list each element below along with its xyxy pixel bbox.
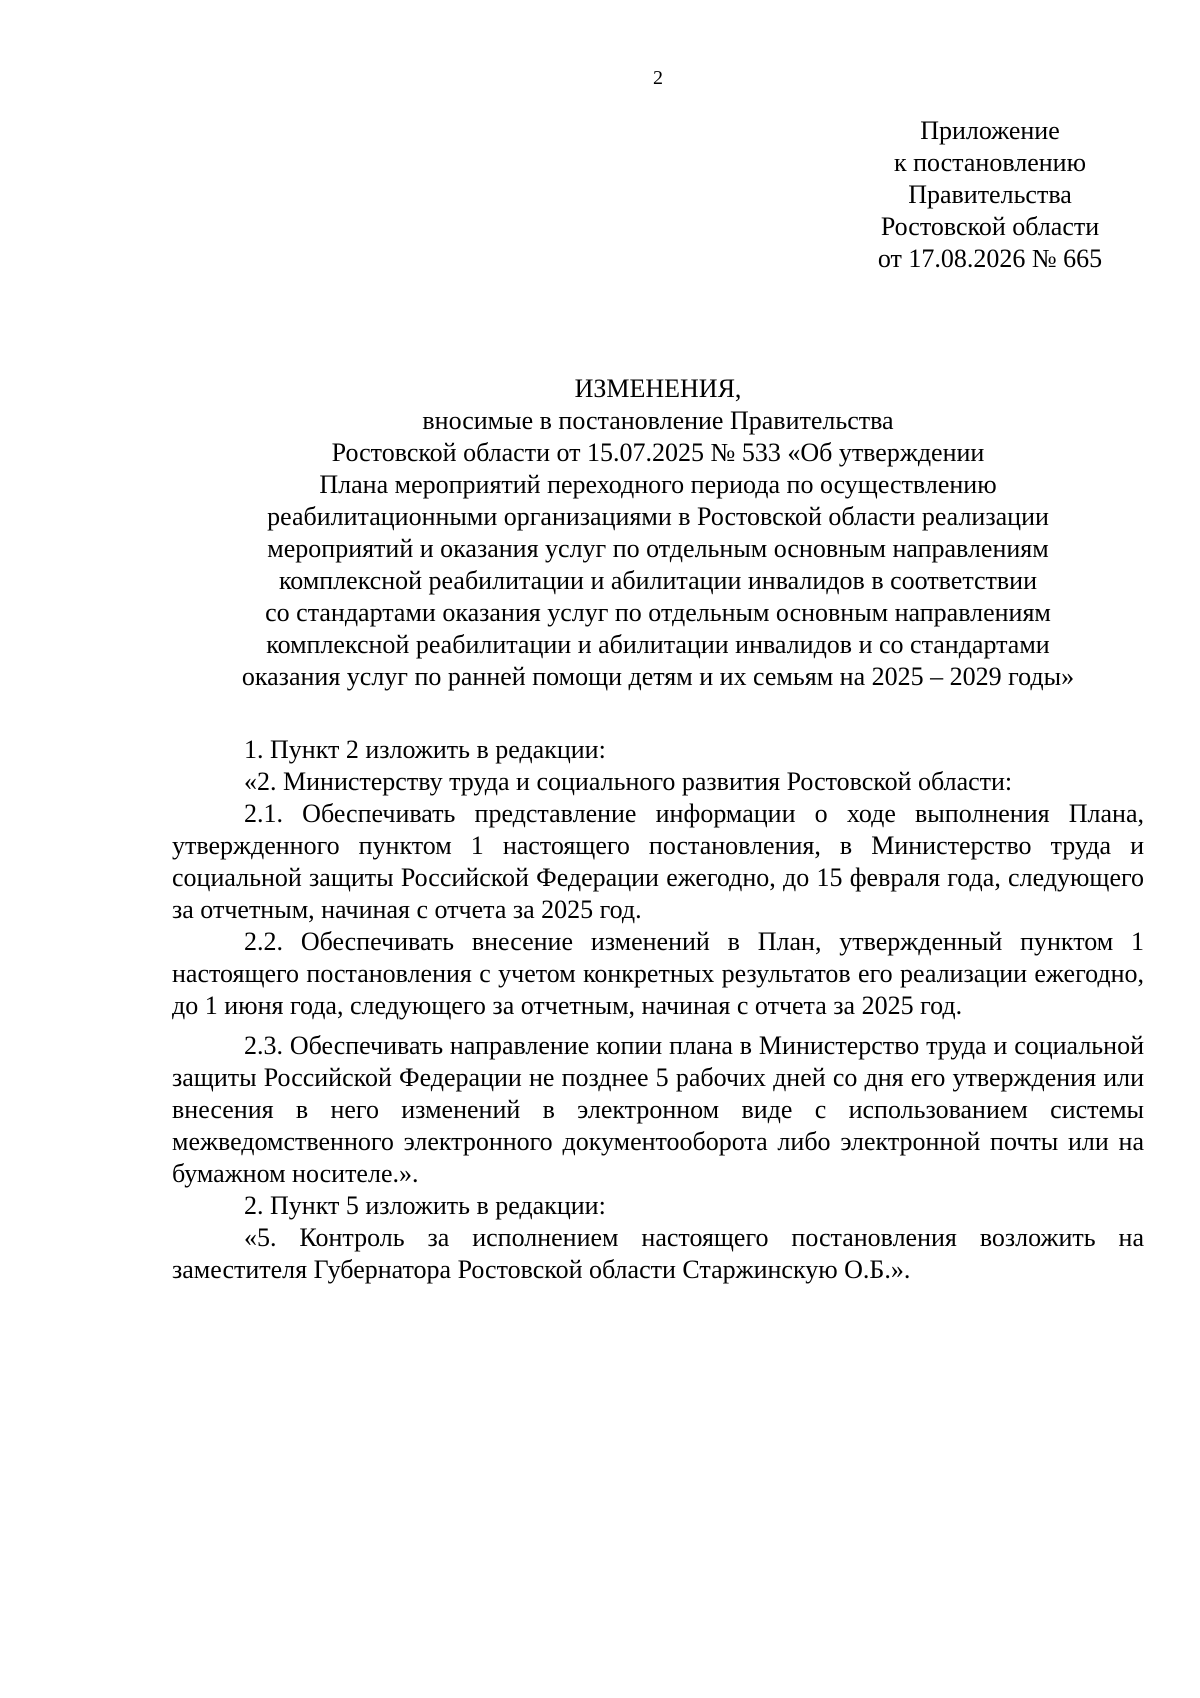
page-number: 2 xyxy=(653,67,663,89)
title-line: оказания услуг по ранней помощи детям и их семьям на 2025 – 2029 годы» xyxy=(241,662,1075,691)
body-paragraph: 2.3. Обеспечивать направление копии плана в Министерство труда и социальной защиты Российской Федерации не позднее 5 рабочих дней со дня его утверждения или внесения в него изменений в электронном виде с использованием системы межведомственного электронного документооборота либо электронной почты или на бумажном носителе.». xyxy=(172,1031,1144,1188)
title-line: комплексной реабилитации и абилитации инвалидов и со стандартами xyxy=(266,630,1050,659)
appendix-line: Ростовской области xyxy=(880,212,1100,241)
body-paragraph: 1. Пункт 2 изложить в редакции: xyxy=(244,735,606,764)
title-line: со стандартами оказания услуг по отдельным основным направлениям xyxy=(265,598,1051,627)
document-body xyxy=(172,734,1144,1286)
document-title xyxy=(170,373,1146,693)
body-paragraph: 2.1. Обеспечивать представление информации о ходе выполнения Плана, утвержденного пунктом 1 настоящего постановления, в Министерство труда и социальной защиты Российской Федерации ежегодно, до 15 февраля года, следующего за отчетным, начиная с отчета за 2025 год. xyxy=(172,799,1144,924)
title-line: реабилитационными организациями в Ростовской области реализации xyxy=(267,502,1049,531)
appendix-line: от 17.08.2026 № 665 xyxy=(877,244,1103,273)
body-paragraph: 2.2. Обеспечивать внесение изменений в План, утвержденный пунктом 1 настоящего постановления с учетом конкретных результатов его реализации ежегодно, до 1 июня года, следующего за отчетным, начиная с отчета за 2025 год. xyxy=(172,927,1144,1020)
appendix-header xyxy=(840,115,1140,275)
title-line: комплексной реабилитации и абилитации инвалидов в соответствии xyxy=(279,566,1037,595)
title-line: мероприятий и оказания услуг по отдельным основным направлениям xyxy=(267,534,1049,563)
body-paragraph: «2. Министерству труда и социального развития Ростовской области: xyxy=(244,767,1013,796)
appendix-line: к постановлению xyxy=(893,148,1087,177)
appendix-line: Приложение xyxy=(920,116,1060,145)
body-paragraph: «5. Контроль за исполнением настоящего постановления возложить на заместителя Губернатора Ростовской области Старжинскую О.Б.». xyxy=(172,1223,1144,1284)
title-line: вносимые в постановление Правительства xyxy=(422,406,894,435)
title-heading: ИЗМЕНЕНИЯ, xyxy=(574,374,742,403)
title-line: Плана мероприятий переходного периода по осуществлению xyxy=(319,470,997,499)
body-paragraph: 2. Пункт 5 изложить в редакции: xyxy=(244,1191,606,1220)
title-line: Ростовской области от 15.07.2025 № 533 «Об утверждении xyxy=(331,438,985,467)
appendix-line: Правительства xyxy=(908,180,1072,209)
